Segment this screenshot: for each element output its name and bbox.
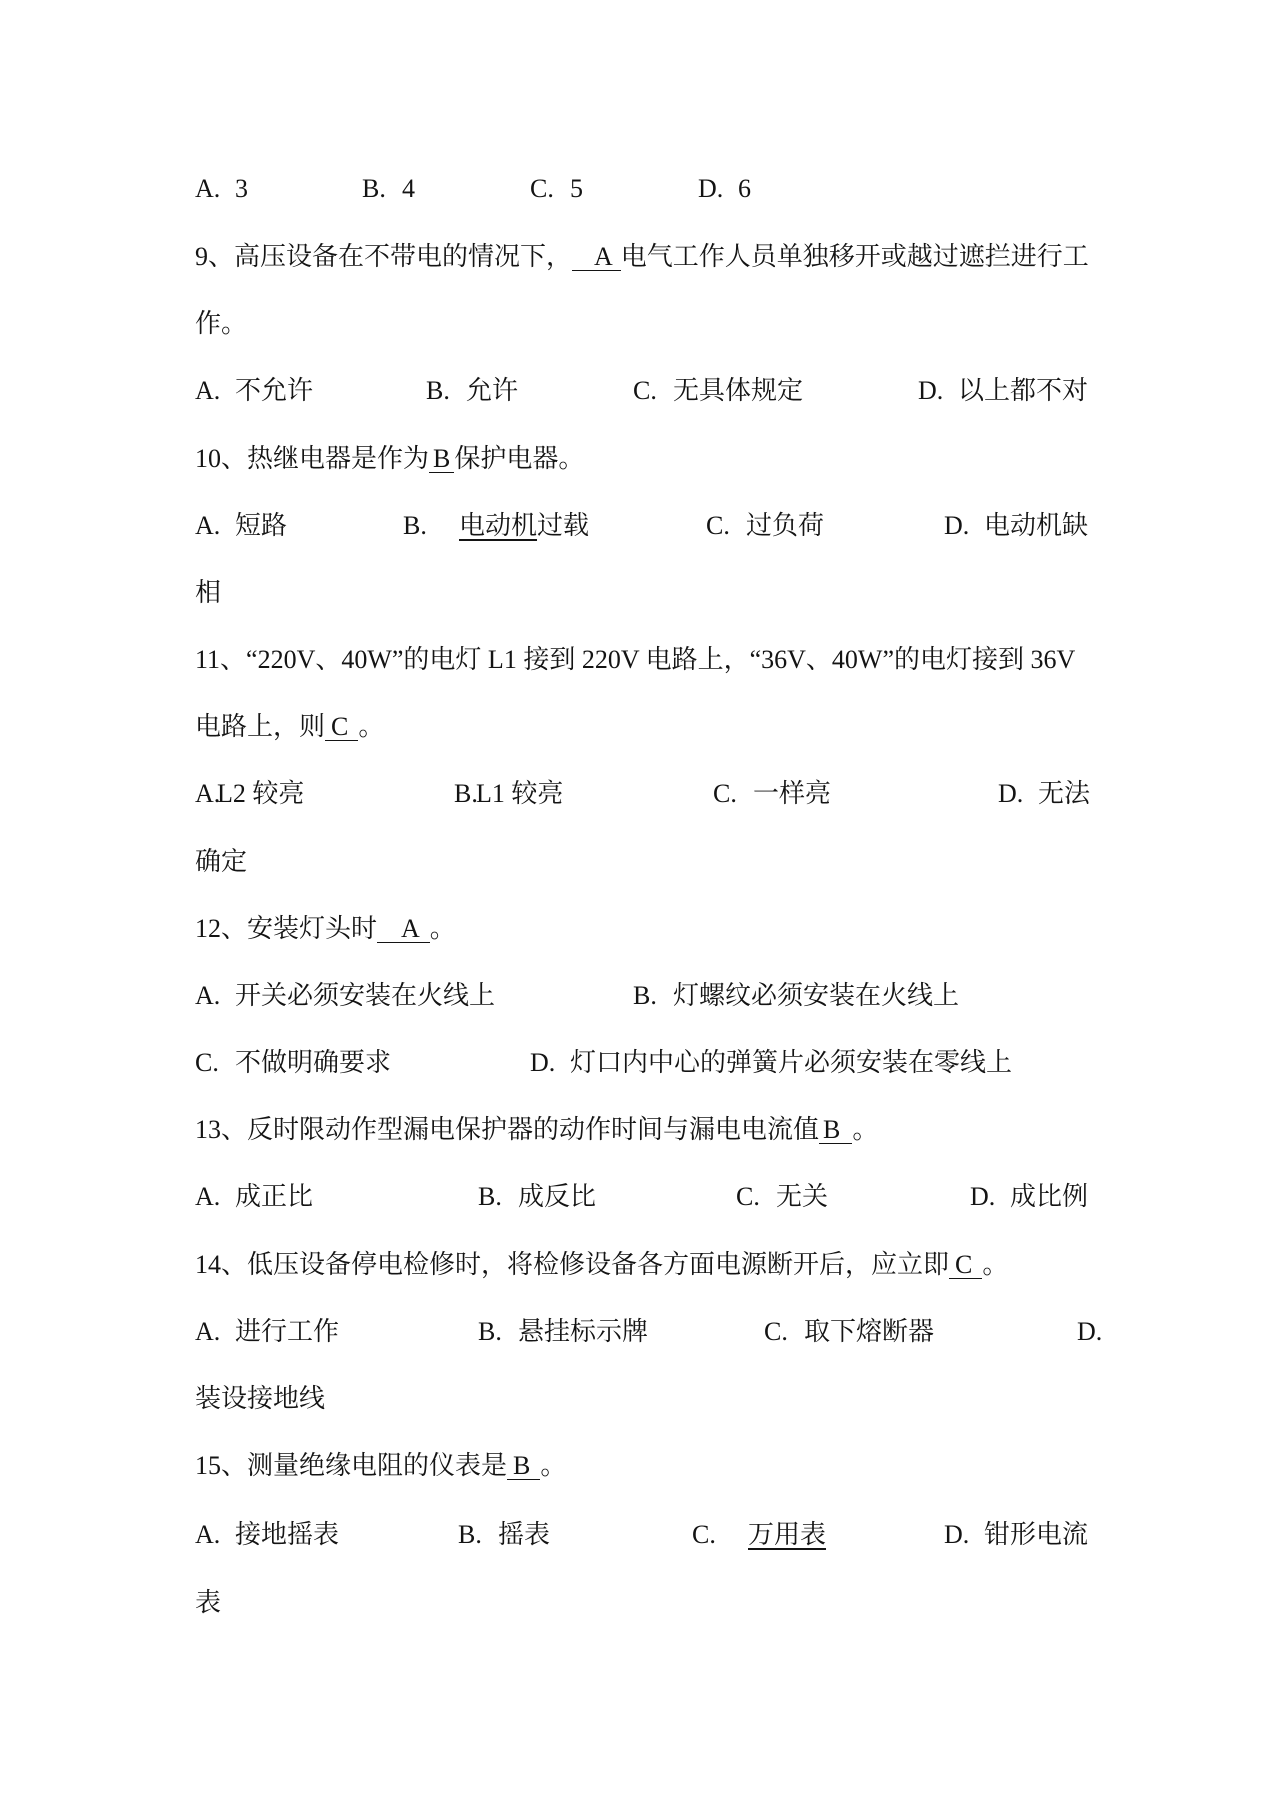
option-label: A.	[195, 174, 221, 203]
q11-options-row	[0, 779, 1280, 809]
q11-option-d-continued: 确定	[195, 847, 248, 876]
q13-stem-before: 13、反时限动作型漏电保护器的动作时间与漏电电流值	[195, 1115, 820, 1144]
option-text: 取下熔断器	[804, 1317, 935, 1346]
option-label: D.	[698, 174, 724, 203]
q11-option-c	[713, 779, 831, 809]
option-text-underlined: 电动机	[459, 511, 538, 540]
q15-options-row	[0, 1520, 1280, 1550]
q10-option-c	[706, 511, 824, 541]
option-text: 无关	[776, 1182, 829, 1211]
q11-stem-after: 。	[358, 712, 385, 741]
option-text: 无具体规定	[673, 376, 804, 405]
option-label: D.	[970, 1182, 996, 1211]
option-text: 电动机缺	[984, 511, 1089, 540]
q10-answer-blank: B	[429, 446, 454, 473]
option-text: 无法	[1038, 779, 1091, 808]
q15-stem-before: 15、测量绝缘电阻的仪表是	[195, 1451, 508, 1480]
q9-options-row	[0, 376, 1280, 406]
q11-stem: 11、“220V、40W”的电灯 L1 接到 220V 电路上，“36V、40W”的电灯接到 36V	[195, 645, 1076, 674]
option-text: 6	[738, 174, 751, 203]
option-label: A.	[195, 376, 221, 405]
q12-stem-after: 。	[429, 914, 456, 943]
option-text: 4	[402, 174, 415, 203]
q8-option-a	[195, 174, 248, 204]
q14-stem	[195, 1250, 1008, 1280]
option-label: A.	[195, 511, 221, 540]
option-text: 短路	[235, 511, 288, 540]
q13-options-row	[0, 1182, 1280, 1212]
q11-stem-continued	[195, 712, 384, 742]
q9-answer-blank: A	[572, 244, 621, 271]
option-label: C.	[633, 376, 657, 405]
q15-option-a	[195, 1520, 339, 1550]
q13-option-d	[970, 1182, 1088, 1212]
q10-stem	[195, 444, 584, 474]
option-label: A.	[195, 1317, 221, 1346]
q9-option-b	[426, 376, 518, 406]
q12-answer-blank: A	[377, 916, 430, 943]
option-label: B.	[478, 1317, 502, 1346]
option-label: D.	[944, 1520, 970, 1549]
q10-stem-after: 保护电器。	[454, 444, 585, 473]
option-label: A.	[195, 981, 221, 1010]
option-text: 以上都不对	[958, 376, 1089, 405]
q10-option-b	[403, 511, 589, 541]
option-text: 3	[235, 174, 248, 203]
q12-options-row-1	[0, 981, 1280, 1011]
q11-answer-blank: C	[325, 714, 358, 741]
q13-option-b	[478, 1182, 596, 1212]
option-label: B.	[403, 511, 427, 540]
q11-stem-before: 电路上，则	[195, 712, 326, 741]
option-label: A.	[195, 1182, 221, 1211]
q12-stem	[195, 914, 456, 944]
q14-option-c	[764, 1317, 934, 1347]
q9-stem-before: 9、高压设备在不带电的情况下，	[195, 242, 573, 271]
q14-option-b	[478, 1317, 648, 1347]
q9-stem	[195, 242, 1089, 272]
q10-options-row	[0, 511, 1280, 541]
q8-option-b	[362, 174, 415, 204]
option-label: C.	[713, 779, 737, 808]
option-label: B.	[426, 376, 450, 405]
option-text: 不做明确要求	[235, 1048, 392, 1077]
option-label: C.	[764, 1317, 788, 1346]
q9-option-a	[195, 376, 313, 406]
q11-option-a	[195, 779, 304, 809]
option-label: B.	[458, 1520, 482, 1549]
option-text: 成反比	[518, 1182, 597, 1211]
option-label: B.	[362, 174, 386, 203]
q15-option-d	[944, 1520, 1088, 1550]
q11-option-d	[998, 779, 1090, 809]
option-label: C.	[692, 1520, 716, 1549]
q12-option-b	[633, 981, 959, 1011]
option-label: B.	[633, 981, 657, 1010]
q14-options-row	[0, 1317, 1280, 1347]
option-text: 灯螺纹必须安装在火线上	[673, 981, 960, 1010]
q14-answer-blank: C	[949, 1252, 982, 1279]
q13-answer-blank: B	[819, 1117, 852, 1144]
q14-stem-after: 。	[982, 1250, 1009, 1279]
q12-option-a	[195, 981, 495, 1011]
q15-option-d-continued: 表	[195, 1588, 222, 1617]
option-text: 开关必须安装在火线上	[235, 981, 496, 1010]
option-label: C.	[736, 1182, 760, 1211]
option-text: 钳形电流	[984, 1520, 1089, 1549]
option-text: 过负荷	[746, 511, 825, 540]
option-text: 不允许	[235, 376, 314, 405]
option-text: 一样亮	[753, 779, 832, 808]
q15-stem-after: 。	[540, 1451, 567, 1480]
option-text-underlined: 万用表	[748, 1520, 827, 1549]
option-text: 进行工作	[235, 1317, 340, 1346]
q10-option-d	[944, 511, 1088, 541]
q9-option-d	[918, 376, 1088, 406]
option-text: 成正比	[235, 1182, 314, 1211]
option-text: L2 较亮	[217, 779, 305, 808]
option-label: B.	[478, 1182, 502, 1211]
q14-option-d-continued: 装设接地线	[195, 1384, 326, 1413]
q8-options-row	[0, 174, 1280, 204]
option-label: D.	[918, 376, 944, 405]
option-label: D.	[998, 779, 1024, 808]
option-label: D.	[530, 1048, 556, 1077]
q11-option-b	[454, 779, 563, 809]
q13-stem	[195, 1115, 878, 1145]
option-text: 允许	[466, 376, 519, 405]
q14-stem-before: 14、低压设备停电检修时，将检修设备各方面电源断开后，应立即	[195, 1250, 950, 1279]
option-text: 悬挂标示牌	[518, 1317, 649, 1346]
q13-stem-after: 。	[852, 1115, 879, 1144]
option-label: C.	[706, 511, 730, 540]
option-text: 灯口内中心的弹簧片必须安装在零线上	[570, 1048, 1013, 1077]
option-text: 5	[570, 174, 583, 203]
q10-stem-before: 10、热继电器是作为	[195, 444, 430, 473]
q8-option-c	[530, 174, 583, 204]
q15-stem	[195, 1451, 566, 1481]
q12-options-row-2	[0, 1048, 1280, 1078]
option-text: 接地摇表	[235, 1520, 340, 1549]
q13-option-c	[736, 1182, 828, 1212]
q14-option-a	[195, 1317, 339, 1347]
q15-answer-blank: B	[507, 1453, 540, 1480]
q9-stem-after: 电气工作人员单独移开或越过遮拦进行工	[620, 242, 1089, 271]
q9-stem-continued: 作。	[195, 309, 248, 338]
option-label: D.	[1077, 1317, 1103, 1346]
option-text: 过载	[537, 511, 590, 540]
option-text: L1 较亮	[476, 779, 564, 808]
option-label: A.	[195, 779, 221, 808]
q10-option-a	[195, 511, 287, 541]
q15-option-b	[458, 1520, 550, 1550]
option-label: D.	[944, 511, 970, 540]
option-label: C.	[195, 1048, 219, 1077]
q12-stem-before: 12、安装灯头时	[195, 914, 378, 943]
option-label: A.	[195, 1520, 221, 1549]
q14-option-d	[1077, 1317, 1102, 1347]
option-label: C.	[530, 174, 554, 203]
q8-option-d	[698, 174, 751, 204]
option-text: 成比例	[1010, 1182, 1089, 1211]
q12-option-c	[195, 1048, 391, 1078]
q12-option-d	[530, 1048, 1012, 1078]
q9-option-c	[633, 376, 803, 406]
q13-option-a	[195, 1182, 313, 1212]
q10-option-d-continued: 相	[195, 578, 222, 607]
option-text: 摇表	[498, 1520, 551, 1549]
option-label: B.	[454, 779, 478, 808]
q15-option-c	[692, 1520, 826, 1550]
